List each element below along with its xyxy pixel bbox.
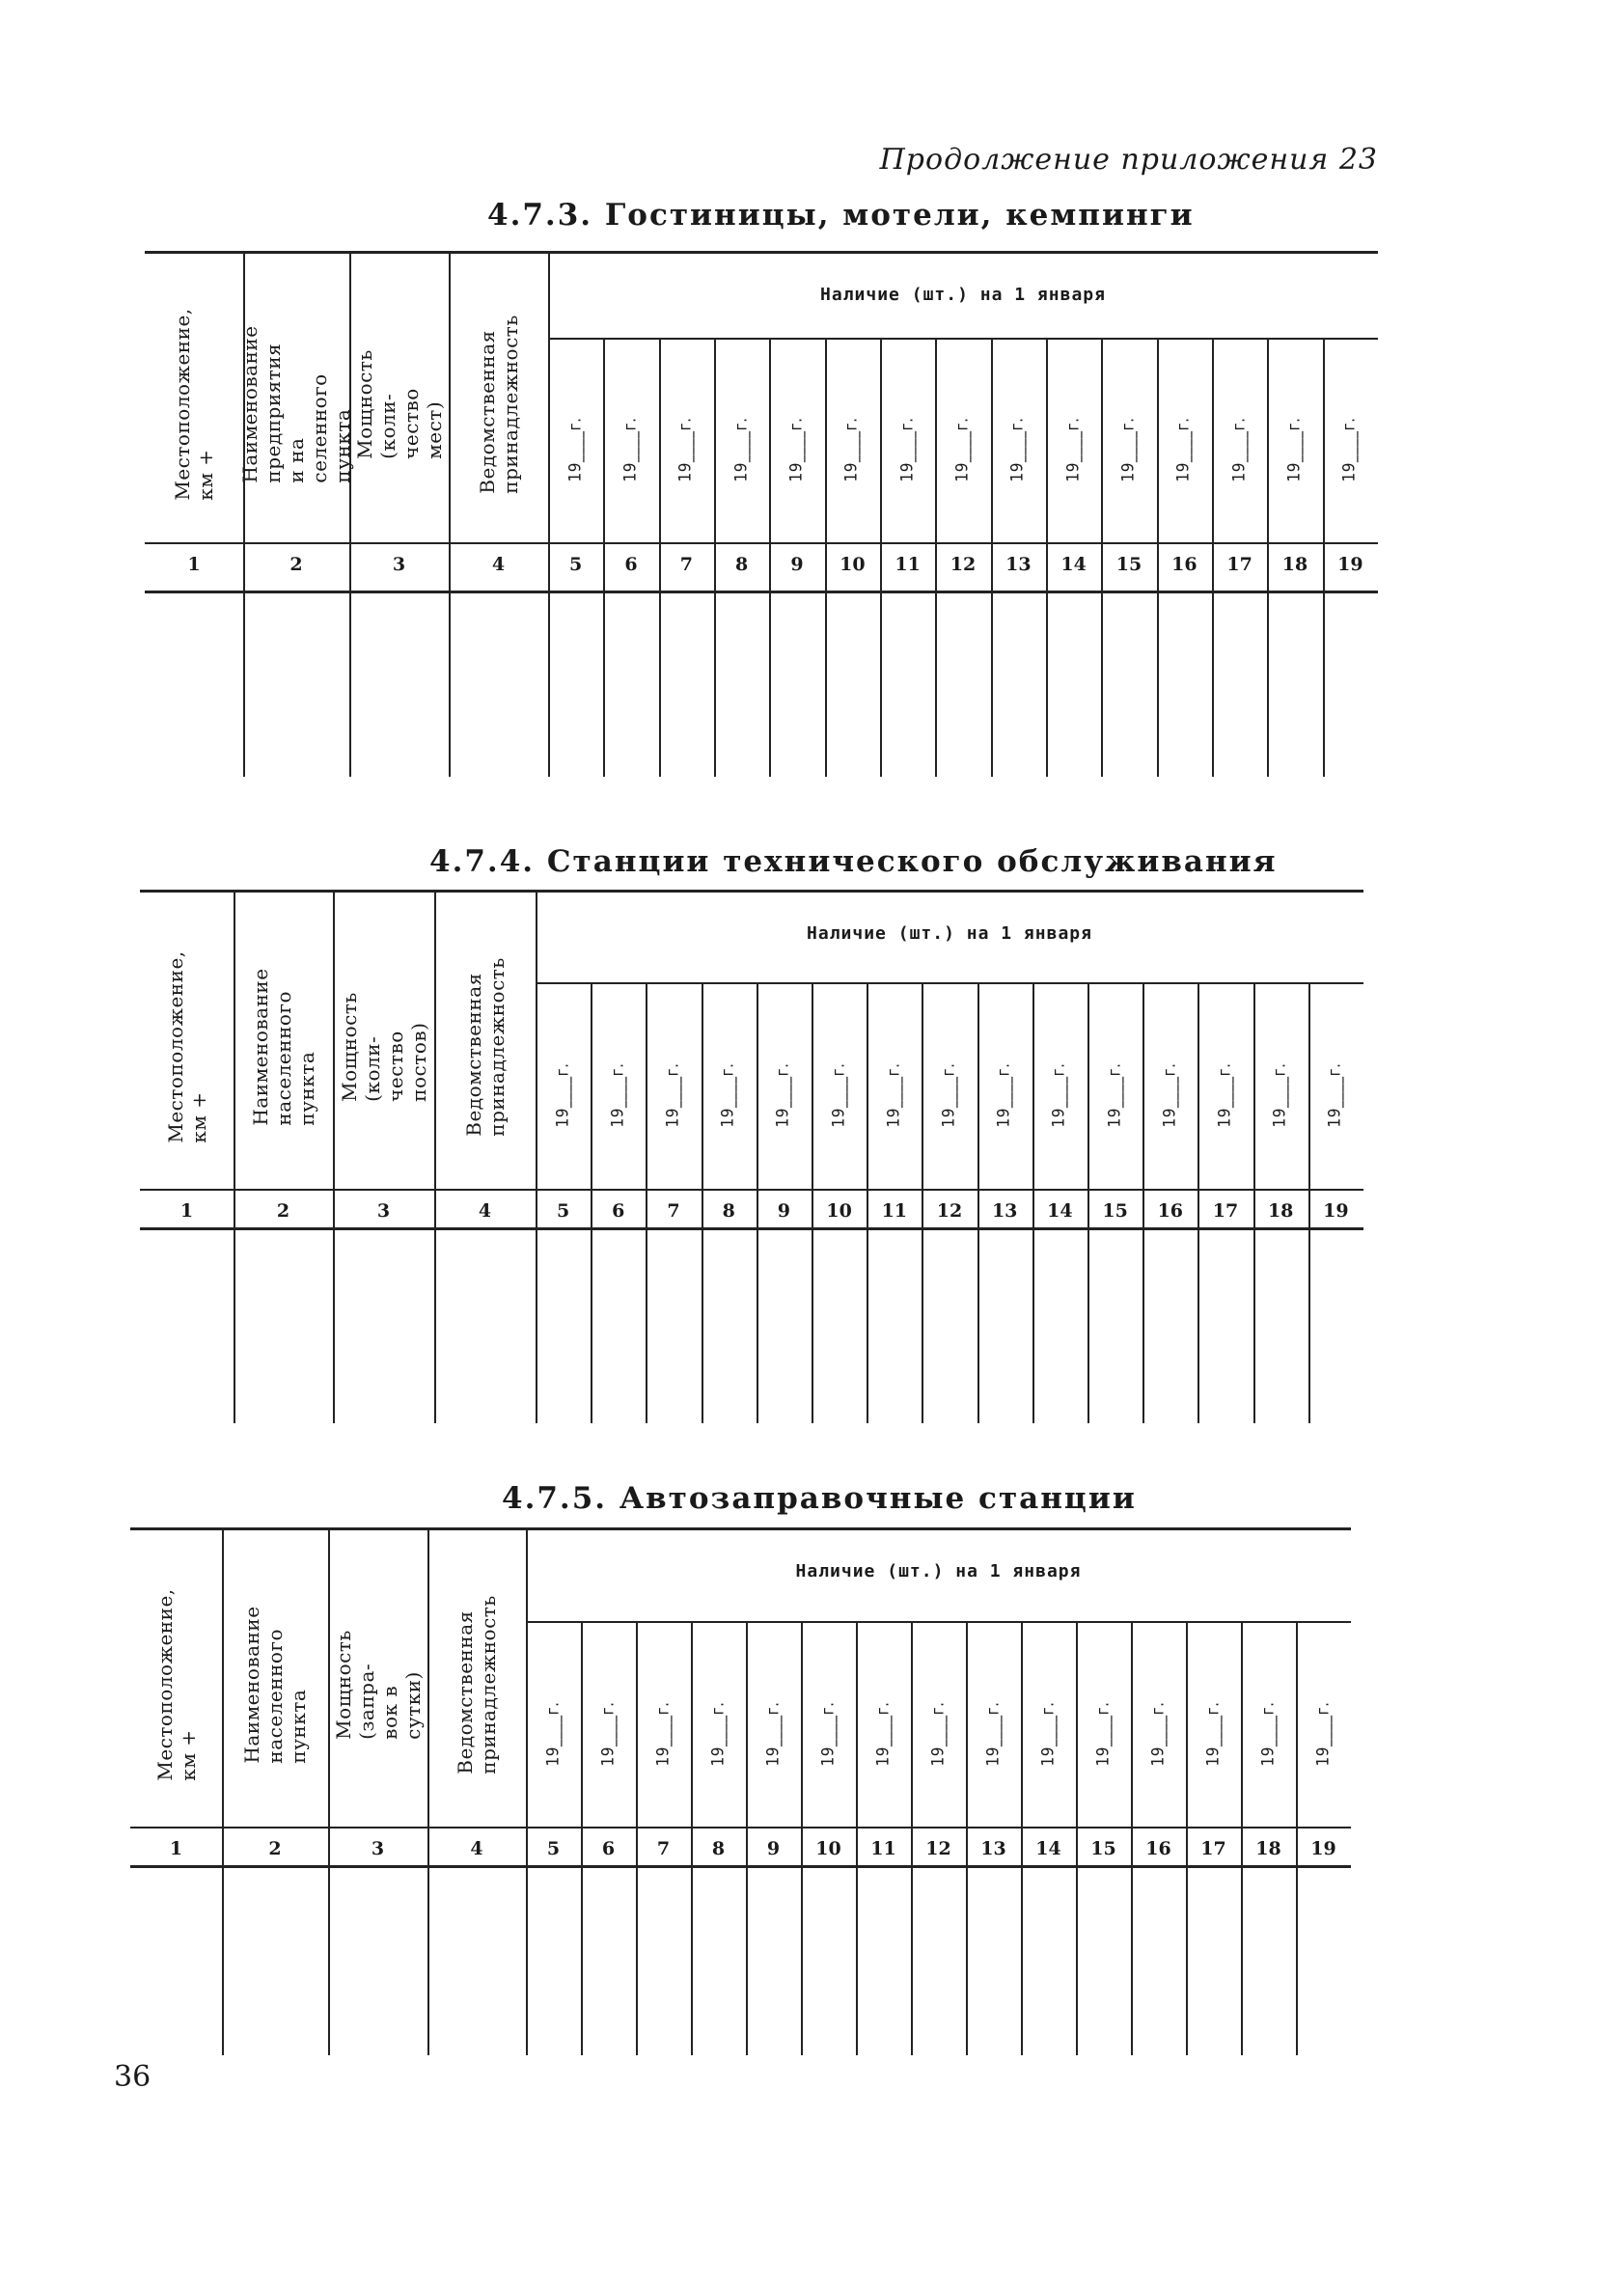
column-divider: [812, 982, 813, 1423]
availability-header: Наличие (шт.) на 1 января: [807, 923, 1092, 944]
column-header: Мощность (коли- чество мест): [352, 349, 446, 459]
column-number: 19: [1337, 554, 1363, 575]
year-header: 19____г.: [928, 1701, 948, 1766]
column-number: 19: [1310, 1838, 1336, 1859]
column-number: 10: [840, 554, 866, 575]
year-header: 19____г.: [1063, 417, 1084, 482]
column-divider: [1021, 1621, 1023, 2055]
column-divider: [427, 1527, 429, 2055]
column-divider: [977, 982, 979, 1423]
column-number: 3: [371, 1838, 385, 1859]
year-header: 19____г.: [897, 417, 918, 482]
year-header: 19____г.: [1325, 1062, 1345, 1128]
column-divider: [636, 1621, 638, 2055]
column-number: 15: [1102, 1200, 1128, 1222]
year-header: 19____г.: [1313, 1701, 1333, 1766]
column-number: 17: [1226, 554, 1252, 575]
column-number: 2: [289, 554, 303, 575]
year-header: 19____г.: [818, 1701, 838, 1766]
header-bottom-rule: [145, 542, 1378, 544]
column-divider: [867, 982, 868, 1423]
column-divider: [1308, 982, 1310, 1423]
column-number: 3: [392, 554, 406, 575]
page-number: 36: [114, 2060, 151, 2094]
column-number: 14: [1047, 1200, 1073, 1222]
year-header: 19____г.: [553, 1062, 573, 1128]
availability-rule: [526, 1621, 1351, 1623]
availability-rule: [536, 982, 1363, 984]
column-divider: [991, 338, 993, 777]
year-header: 19____г.: [786, 417, 807, 482]
year-header: 19____г.: [763, 1701, 783, 1766]
column-number: 13: [1005, 554, 1032, 575]
table-top-rule: [130, 1527, 1351, 1530]
column-header: Ведомственная принадлежность: [461, 957, 509, 1137]
column-divider: [1087, 982, 1089, 1423]
column-number: 11: [870, 1838, 896, 1859]
column-header: Наименование населенного пункта: [240, 1606, 310, 1764]
column-divider: [1101, 338, 1103, 777]
column-divider: [1323, 338, 1325, 777]
year-header: 19____г.: [718, 1062, 738, 1128]
column-number: 6: [601, 1838, 616, 1859]
column-divider: [1046, 338, 1048, 777]
column-divider: [702, 982, 703, 1423]
year-header: 19____г.: [1160, 1062, 1180, 1128]
column-divider: [856, 1621, 858, 2055]
column-divider: [757, 982, 758, 1423]
column-number: 8: [711, 1838, 726, 1859]
column-divider: [769, 338, 771, 777]
year-header: 19____г.: [1203, 1701, 1223, 1766]
availability-rule: [548, 338, 1378, 340]
column-divider: [328, 1527, 330, 2055]
numbers-bottom-rule: [145, 591, 1378, 593]
column-number: 4: [478, 1200, 492, 1222]
year-header: 19____г.: [653, 1701, 673, 1766]
column-number: 4: [470, 1838, 483, 1859]
column-number: 1: [187, 554, 201, 575]
column-number: 1: [179, 1200, 194, 1222]
column-number: 19: [1323, 1200, 1349, 1222]
year-header: 19____г.: [1007, 417, 1028, 482]
header-bottom-rule: [140, 1189, 1363, 1191]
column-header: Наименование предприятия и на селенного пункта: [238, 325, 354, 483]
column-number: 11: [881, 1200, 908, 1222]
column-divider: [691, 1621, 693, 2055]
column-number: 14: [1060, 554, 1087, 575]
column-number: 17: [1212, 1200, 1239, 1222]
column-number: 3: [376, 1200, 391, 1222]
column-number: 10: [826, 1200, 852, 1222]
year-header: 19____г.: [1148, 1701, 1168, 1766]
column-number: 7: [679, 554, 693, 575]
column-header: Местоположение, км +: [171, 308, 217, 501]
column-number: 5: [569, 554, 583, 575]
column-divider: [1157, 338, 1159, 777]
column-divider: [1142, 982, 1144, 1423]
column-header: Ведомственная принадлежность: [454, 1595, 500, 1774]
year-header: 19____г.: [675, 417, 696, 482]
column-number: 15: [1115, 554, 1142, 575]
column-number: 6: [624, 554, 638, 575]
year-header: 19____г.: [1339, 417, 1360, 482]
year-header: 19____г.: [620, 417, 641, 482]
year-header: 19____г.: [708, 1701, 728, 1766]
year-header: 19____г.: [983, 1701, 1003, 1766]
column-divider: [1032, 982, 1034, 1423]
column-divider: [526, 1527, 528, 2055]
year-header: 19____г.: [663, 1062, 683, 1128]
year-header: 19____г.: [731, 417, 752, 482]
column-divider: [659, 338, 661, 777]
table-top-rule: [140, 890, 1363, 893]
column-number: 16: [1145, 1838, 1171, 1859]
year-header: 19____г.: [1118, 417, 1139, 482]
column-divider: [603, 338, 605, 777]
column-divider: [825, 338, 827, 777]
year-header: 19____г.: [1038, 1701, 1058, 1766]
year-header: 19____г.: [598, 1701, 618, 1766]
column-number: 4: [491, 554, 506, 575]
year-header: 19____г.: [884, 1062, 904, 1128]
year-header: 19____г.: [1229, 417, 1250, 482]
column-header: Местоположение, км +: [163, 950, 210, 1143]
column-number: 18: [1255, 1838, 1281, 1859]
column-number: 12: [950, 554, 977, 575]
column-number: 17: [1200, 1838, 1226, 1859]
column-number: 9: [790, 554, 804, 575]
section-title: 4.7.4. Станции технического обслуживания: [429, 844, 1278, 879]
column-divider: [922, 982, 923, 1423]
year-header: 19____г.: [994, 1062, 1014, 1128]
year-header: 19____г.: [939, 1062, 959, 1128]
year-header: 19____г.: [543, 1701, 563, 1766]
column-header: Мощность (запра- вок в сутки): [331, 1630, 425, 1740]
availability-header: Наличие (шт.) на 1 января: [820, 285, 1106, 305]
year-header: 19____г.: [1105, 1062, 1125, 1128]
year-header: 19____г.: [565, 417, 586, 482]
column-number: 18: [1281, 554, 1308, 575]
column-number: 18: [1267, 1200, 1294, 1222]
column-divider: [714, 338, 716, 777]
year-header: 19____г.: [829, 1062, 849, 1128]
column-number: 11: [895, 554, 921, 575]
column-number: 6: [612, 1200, 625, 1222]
column-number: 13: [991, 1200, 1018, 1222]
column-number: 13: [980, 1838, 1006, 1859]
column-number: 9: [777, 1200, 791, 1222]
column-divider: [1267, 338, 1269, 777]
year-header: 19____г.: [1258, 1701, 1278, 1766]
column-divider: [536, 890, 537, 1423]
column-divider: [1296, 1621, 1298, 2055]
year-header: 19____г.: [1270, 1062, 1290, 1128]
column-divider: [966, 1621, 968, 2055]
header-bottom-rule: [130, 1827, 1351, 1828]
availability-header: Наличие (шт.) на 1 января: [795, 1561, 1082, 1581]
column-number: 12: [936, 1200, 963, 1222]
table-top-rule: [145, 251, 1378, 254]
column-divider: [591, 982, 592, 1423]
column-divider: [935, 338, 937, 777]
column-number: 16: [1157, 1200, 1184, 1222]
year-header: 19____г.: [952, 417, 973, 482]
column-divider: [1253, 982, 1255, 1423]
column-divider: [801, 1621, 803, 2055]
column-number: 8: [735, 554, 749, 575]
column-divider: [1197, 982, 1199, 1423]
section-title: 4.7.5. Автозаправочные станции: [502, 1481, 1137, 1516]
column-divider: [234, 890, 235, 1423]
numbers-bottom-rule: [130, 1865, 1351, 1868]
year-header: 19____г.: [841, 417, 862, 482]
column-header: Ведомственная принадлежность: [475, 315, 522, 494]
column-divider: [1186, 1621, 1188, 2055]
column-number: 12: [925, 1838, 951, 1859]
column-divider: [746, 1621, 748, 2055]
column-divider: [333, 890, 335, 1423]
column-divider: [911, 1621, 913, 2055]
column-divider: [1076, 1621, 1078, 2055]
year-header: 19____г.: [773, 1062, 793, 1128]
year-header: 19____г.: [1215, 1062, 1235, 1128]
column-number: 10: [815, 1838, 841, 1859]
numbers-bottom-rule: [140, 1227, 1363, 1230]
column-number: 16: [1171, 554, 1197, 575]
column-number: 8: [722, 1200, 735, 1222]
column-divider: [222, 1527, 224, 2055]
column-number: 2: [276, 1200, 290, 1222]
column-header: Наименование населенного пункта: [248, 968, 318, 1126]
column-divider: [880, 338, 882, 777]
column-divider: [581, 1621, 583, 2055]
column-number: 1: [169, 1838, 183, 1859]
column-divider: [646, 982, 647, 1423]
year-header: 19____г.: [1049, 1062, 1069, 1128]
year-header: 19____г.: [873, 1701, 893, 1766]
year-header: 19____г.: [1093, 1701, 1113, 1766]
column-number: 5: [556, 1200, 570, 1222]
year-header: 19____г.: [608, 1062, 628, 1128]
column-divider: [1131, 1621, 1133, 2055]
column-number: 7: [667, 1200, 680, 1222]
column-divider: [548, 251, 550, 777]
column-header: Местоположение, км +: [152, 1588, 200, 1781]
column-number: 9: [766, 1838, 781, 1859]
column-number: 15: [1090, 1838, 1116, 1859]
column-number: 5: [546, 1838, 561, 1859]
year-header: 19____г.: [1284, 417, 1305, 482]
column-number: 14: [1035, 1838, 1061, 1859]
column-divider: [434, 890, 436, 1423]
column-header: Мощность (коли- чество постов): [337, 992, 430, 1102]
column-number: 7: [656, 1838, 671, 1859]
continuation-note: Продолжение приложения 23: [879, 143, 1378, 177]
column-divider: [1241, 1621, 1243, 2055]
section-title: 4.7.3. Гостиницы, мотели, кемпинги: [487, 198, 1195, 233]
column-number: 2: [268, 1838, 282, 1859]
column-divider: [449, 251, 451, 777]
year-header: 19____г.: [1173, 417, 1194, 482]
column-divider: [1212, 338, 1214, 777]
